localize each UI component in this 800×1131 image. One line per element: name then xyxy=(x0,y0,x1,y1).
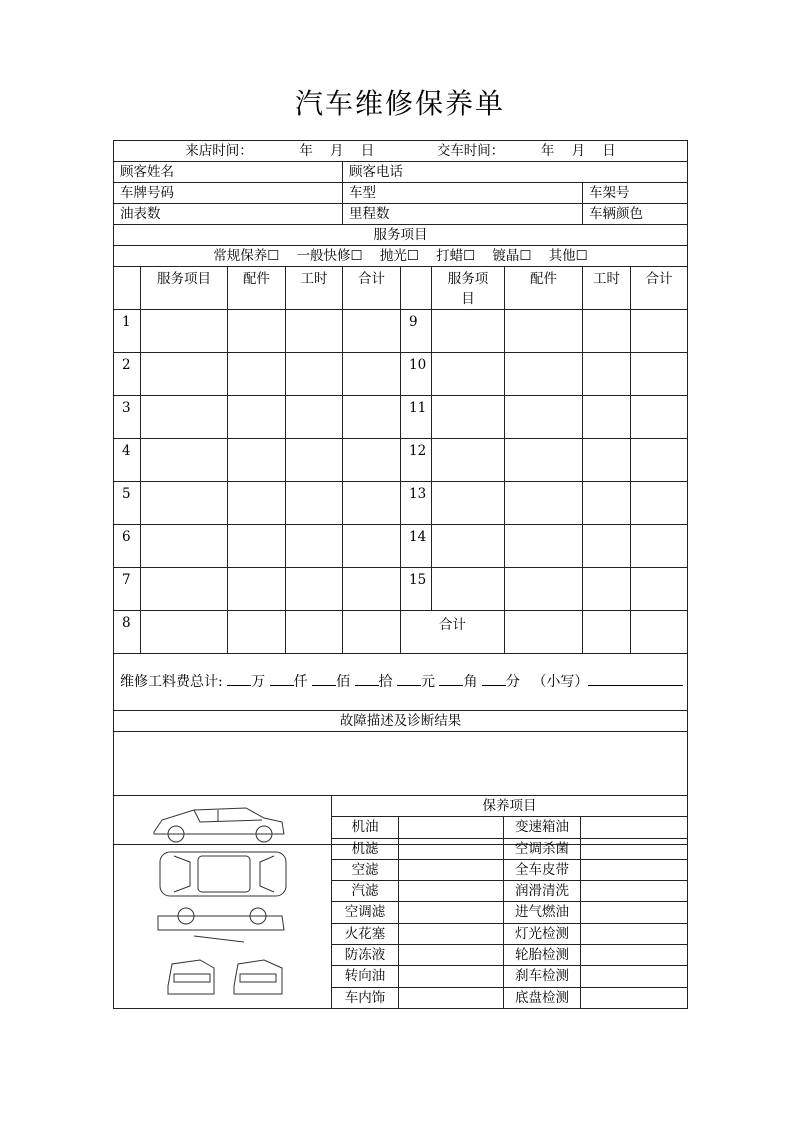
unit-fen: 分 xyxy=(505,674,520,690)
cell[interactable] xyxy=(228,568,286,611)
cell[interactable] xyxy=(432,353,505,396)
table-row xyxy=(114,353,688,396)
maint-item: 全车皮带 xyxy=(504,859,581,880)
cell[interactable] xyxy=(583,611,631,654)
col-num2 xyxy=(401,267,432,310)
cell[interactable] xyxy=(583,310,631,353)
blank[interactable] xyxy=(439,670,463,686)
maint-cell[interactable] xyxy=(399,966,504,987)
cell[interactable] xyxy=(343,525,401,568)
maint-cell[interactable] xyxy=(399,881,504,902)
cell[interactable] xyxy=(286,353,343,396)
col-item2: 服务项目 xyxy=(432,267,505,310)
blank[interactable] xyxy=(270,670,294,686)
blank[interactable] xyxy=(355,670,379,686)
cell[interactable] xyxy=(583,568,631,611)
cell[interactable] xyxy=(583,439,631,482)
cell[interactable] xyxy=(141,353,228,396)
row-number: 8 xyxy=(114,611,141,654)
maint-cell[interactable] xyxy=(581,838,688,859)
cell[interactable] xyxy=(228,611,286,654)
cell[interactable] xyxy=(141,396,228,439)
table-row xyxy=(114,525,688,568)
row-number: 1 xyxy=(114,310,141,353)
row-number: 7 xyxy=(114,568,141,611)
maint-item: 空调杀菌 xyxy=(504,838,581,859)
maint-item: 机油 xyxy=(332,817,399,838)
cell[interactable] xyxy=(505,525,583,568)
maint-cell[interactable] xyxy=(581,859,688,880)
cell[interactable] xyxy=(286,568,343,611)
cell[interactable] xyxy=(286,396,343,439)
cell[interactable] xyxy=(432,310,505,353)
plate-field[interactable]: 车牌号码 xyxy=(114,183,343,204)
cell[interactable] xyxy=(631,611,688,654)
cell[interactable] xyxy=(432,396,505,439)
cell[interactable] xyxy=(631,439,688,482)
cell[interactable] xyxy=(505,353,583,396)
capital-label: （小写） xyxy=(532,674,589,690)
cell[interactable] xyxy=(432,439,505,482)
maint-cell[interactable] xyxy=(581,945,688,966)
row-number: 2 xyxy=(114,353,141,396)
maint-item: 润滑清洗 xyxy=(504,881,581,902)
table-row xyxy=(114,482,688,525)
deliver-date[interactable]: 年 月 日 xyxy=(540,143,616,159)
cell[interactable] xyxy=(343,568,401,611)
cell[interactable] xyxy=(631,482,688,525)
maint-cell[interactable] xyxy=(399,987,504,1008)
col-item: 服务项目 xyxy=(141,267,228,310)
cell[interactable] xyxy=(343,439,401,482)
cell[interactable] xyxy=(286,611,343,654)
car-outline-icon xyxy=(114,796,330,1008)
fee-label: 维修工料费总计: xyxy=(120,674,223,690)
cell[interactable] xyxy=(505,439,583,482)
cell[interactable] xyxy=(583,525,631,568)
arrive-time-label: 来店时间： xyxy=(185,143,253,159)
maint-item: 轮胎检测 xyxy=(504,945,581,966)
maint-item: 汽滤 xyxy=(332,881,399,902)
cell[interactable] xyxy=(228,439,286,482)
maint-item: 底盘检测 xyxy=(504,987,581,1008)
blank[interactable] xyxy=(227,670,251,686)
maint-cell[interactable] xyxy=(581,923,688,944)
col-num xyxy=(114,267,141,310)
col-hours: 工时 xyxy=(286,267,343,310)
fee-total-row xyxy=(114,654,688,711)
maint-item: 刹车检测 xyxy=(504,966,581,987)
cell[interactable] xyxy=(286,310,343,353)
model-field[interactable]: 车型 xyxy=(343,183,583,204)
mileage-field[interactable]: 里程数 xyxy=(343,204,583,225)
cell[interactable] xyxy=(228,353,286,396)
table-row xyxy=(114,396,688,439)
col-part: 配件 xyxy=(228,267,286,310)
maint-cell[interactable] xyxy=(399,923,504,944)
cell[interactable] xyxy=(631,396,688,439)
fuel-field[interactable]: 油表数 xyxy=(114,204,343,225)
cell[interactable] xyxy=(141,310,228,353)
col-total: 合计 xyxy=(343,267,401,310)
cell[interactable] xyxy=(141,525,228,568)
capital-blank[interactable] xyxy=(588,670,683,686)
cell[interactable] xyxy=(141,439,228,482)
maint-cell[interactable] xyxy=(399,838,504,859)
cell[interactable] xyxy=(505,310,583,353)
row-number: 10 xyxy=(401,353,432,396)
maint-item: 进气燃油 xyxy=(504,902,581,923)
unit-wan: 万 xyxy=(251,674,266,690)
maintenance-title: 保养项目 xyxy=(332,796,688,817)
maint-cell[interactable] xyxy=(581,902,688,923)
cell[interactable] xyxy=(631,310,688,353)
maint-cell[interactable] xyxy=(581,817,688,838)
form-title: 汽车维修保养单 xyxy=(294,87,505,120)
col-total2: 合计 xyxy=(631,267,688,310)
cell[interactable] xyxy=(432,482,505,525)
maint-cell[interactable] xyxy=(581,881,688,902)
cell[interactable] xyxy=(505,396,583,439)
customer-name-field[interactable]: 顾客姓名 xyxy=(114,162,343,183)
cell[interactable] xyxy=(343,482,401,525)
customer-phone-field[interactable]: 顾客电话 xyxy=(343,162,688,183)
row-number: 3 xyxy=(114,396,141,439)
maint-cell[interactable] xyxy=(581,966,688,987)
unit-bai: 佰 xyxy=(336,674,351,690)
cell[interactable] xyxy=(141,611,228,654)
cell[interactable] xyxy=(505,611,583,654)
cell[interactable] xyxy=(343,310,401,353)
row-number: 5 xyxy=(114,482,141,525)
cell[interactable] xyxy=(583,353,631,396)
row-number: 9 xyxy=(401,310,432,353)
time-row xyxy=(114,141,688,162)
maint-item: 防冻液 xyxy=(332,945,399,966)
cell[interactable] xyxy=(141,568,228,611)
service-type-checkboxes[interactable]: 常规保养☐ 一般快修☐ 抛光☐ 打蜡☐ 镀晶☐ 其他☐ xyxy=(114,246,688,267)
cell[interactable] xyxy=(228,525,286,568)
car-diagram xyxy=(114,796,332,1009)
diagnosis-title: 故障描述及诊断结果 xyxy=(114,711,688,732)
maint-item: 空滤 xyxy=(332,859,399,880)
maint-item: 机滤 xyxy=(332,838,399,859)
unit-shi: 拾 xyxy=(378,674,393,690)
cell[interactable] xyxy=(286,525,343,568)
maint-item: 转向油 xyxy=(332,966,399,987)
cell[interactable] xyxy=(286,482,343,525)
maintenance-table xyxy=(113,795,688,1009)
maint-item: 空调滤 xyxy=(332,902,399,923)
col-hours2: 工时 xyxy=(583,267,631,310)
row-number: 12 xyxy=(401,439,432,482)
arrive-date[interactable]: 年 月 日 xyxy=(299,143,375,159)
maint-cell[interactable] xyxy=(581,987,688,1008)
row-number: 15 xyxy=(401,568,432,611)
cell[interactable] xyxy=(228,310,286,353)
cell[interactable] xyxy=(631,568,688,611)
maint-item: 灯光检测 xyxy=(504,923,581,944)
cell[interactable] xyxy=(583,396,631,439)
table-row xyxy=(114,439,688,482)
blank[interactable] xyxy=(482,670,506,686)
cell[interactable] xyxy=(343,396,401,439)
row-number: 4 xyxy=(114,439,141,482)
blank[interactable] xyxy=(312,670,336,686)
cell[interactable] xyxy=(228,482,286,525)
cell[interactable] xyxy=(432,525,505,568)
cell[interactable] xyxy=(583,482,631,525)
row-number: 6 xyxy=(114,525,141,568)
blank[interactable] xyxy=(397,670,421,686)
vin-field[interactable]: 车架号 xyxy=(583,183,688,204)
row-number: 13 xyxy=(401,482,432,525)
unit-qian: 仟 xyxy=(293,674,308,690)
cell[interactable] xyxy=(286,439,343,482)
table-row xyxy=(114,310,688,353)
maint-item: 火花塞 xyxy=(332,923,399,944)
cell[interactable] xyxy=(631,353,688,396)
row-number: 11 xyxy=(401,396,432,439)
col-part2: 配件 xyxy=(505,267,583,310)
maint-cell[interactable] xyxy=(399,902,504,923)
unit-yuan: 元 xyxy=(420,674,435,690)
table-row xyxy=(114,611,688,654)
maint-item: 车内饰 xyxy=(332,987,399,1008)
unit-jiao: 角 xyxy=(463,674,478,690)
table-row xyxy=(114,568,688,611)
cell[interactable] xyxy=(505,482,583,525)
color-field[interactable]: 车辆颜色 xyxy=(583,204,688,225)
cell[interactable] xyxy=(505,568,583,611)
cell[interactable] xyxy=(141,482,228,525)
sum-label: 合计 xyxy=(401,611,505,654)
cell[interactable] xyxy=(631,525,688,568)
cell[interactable] xyxy=(343,611,401,654)
row-number: 14 xyxy=(401,525,432,568)
repair-form-table xyxy=(113,140,688,845)
maint-cell[interactable] xyxy=(399,817,504,838)
cell[interactable] xyxy=(432,568,505,611)
cell[interactable] xyxy=(343,353,401,396)
deliver-time-label: 交车时间： xyxy=(436,143,505,159)
maint-item: 变速箱油 xyxy=(504,817,581,838)
maint-cell[interactable] xyxy=(399,859,504,880)
maint-cell[interactable] xyxy=(399,945,504,966)
cell[interactable] xyxy=(228,396,286,439)
service-section-title: 服务项目 xyxy=(114,225,688,246)
